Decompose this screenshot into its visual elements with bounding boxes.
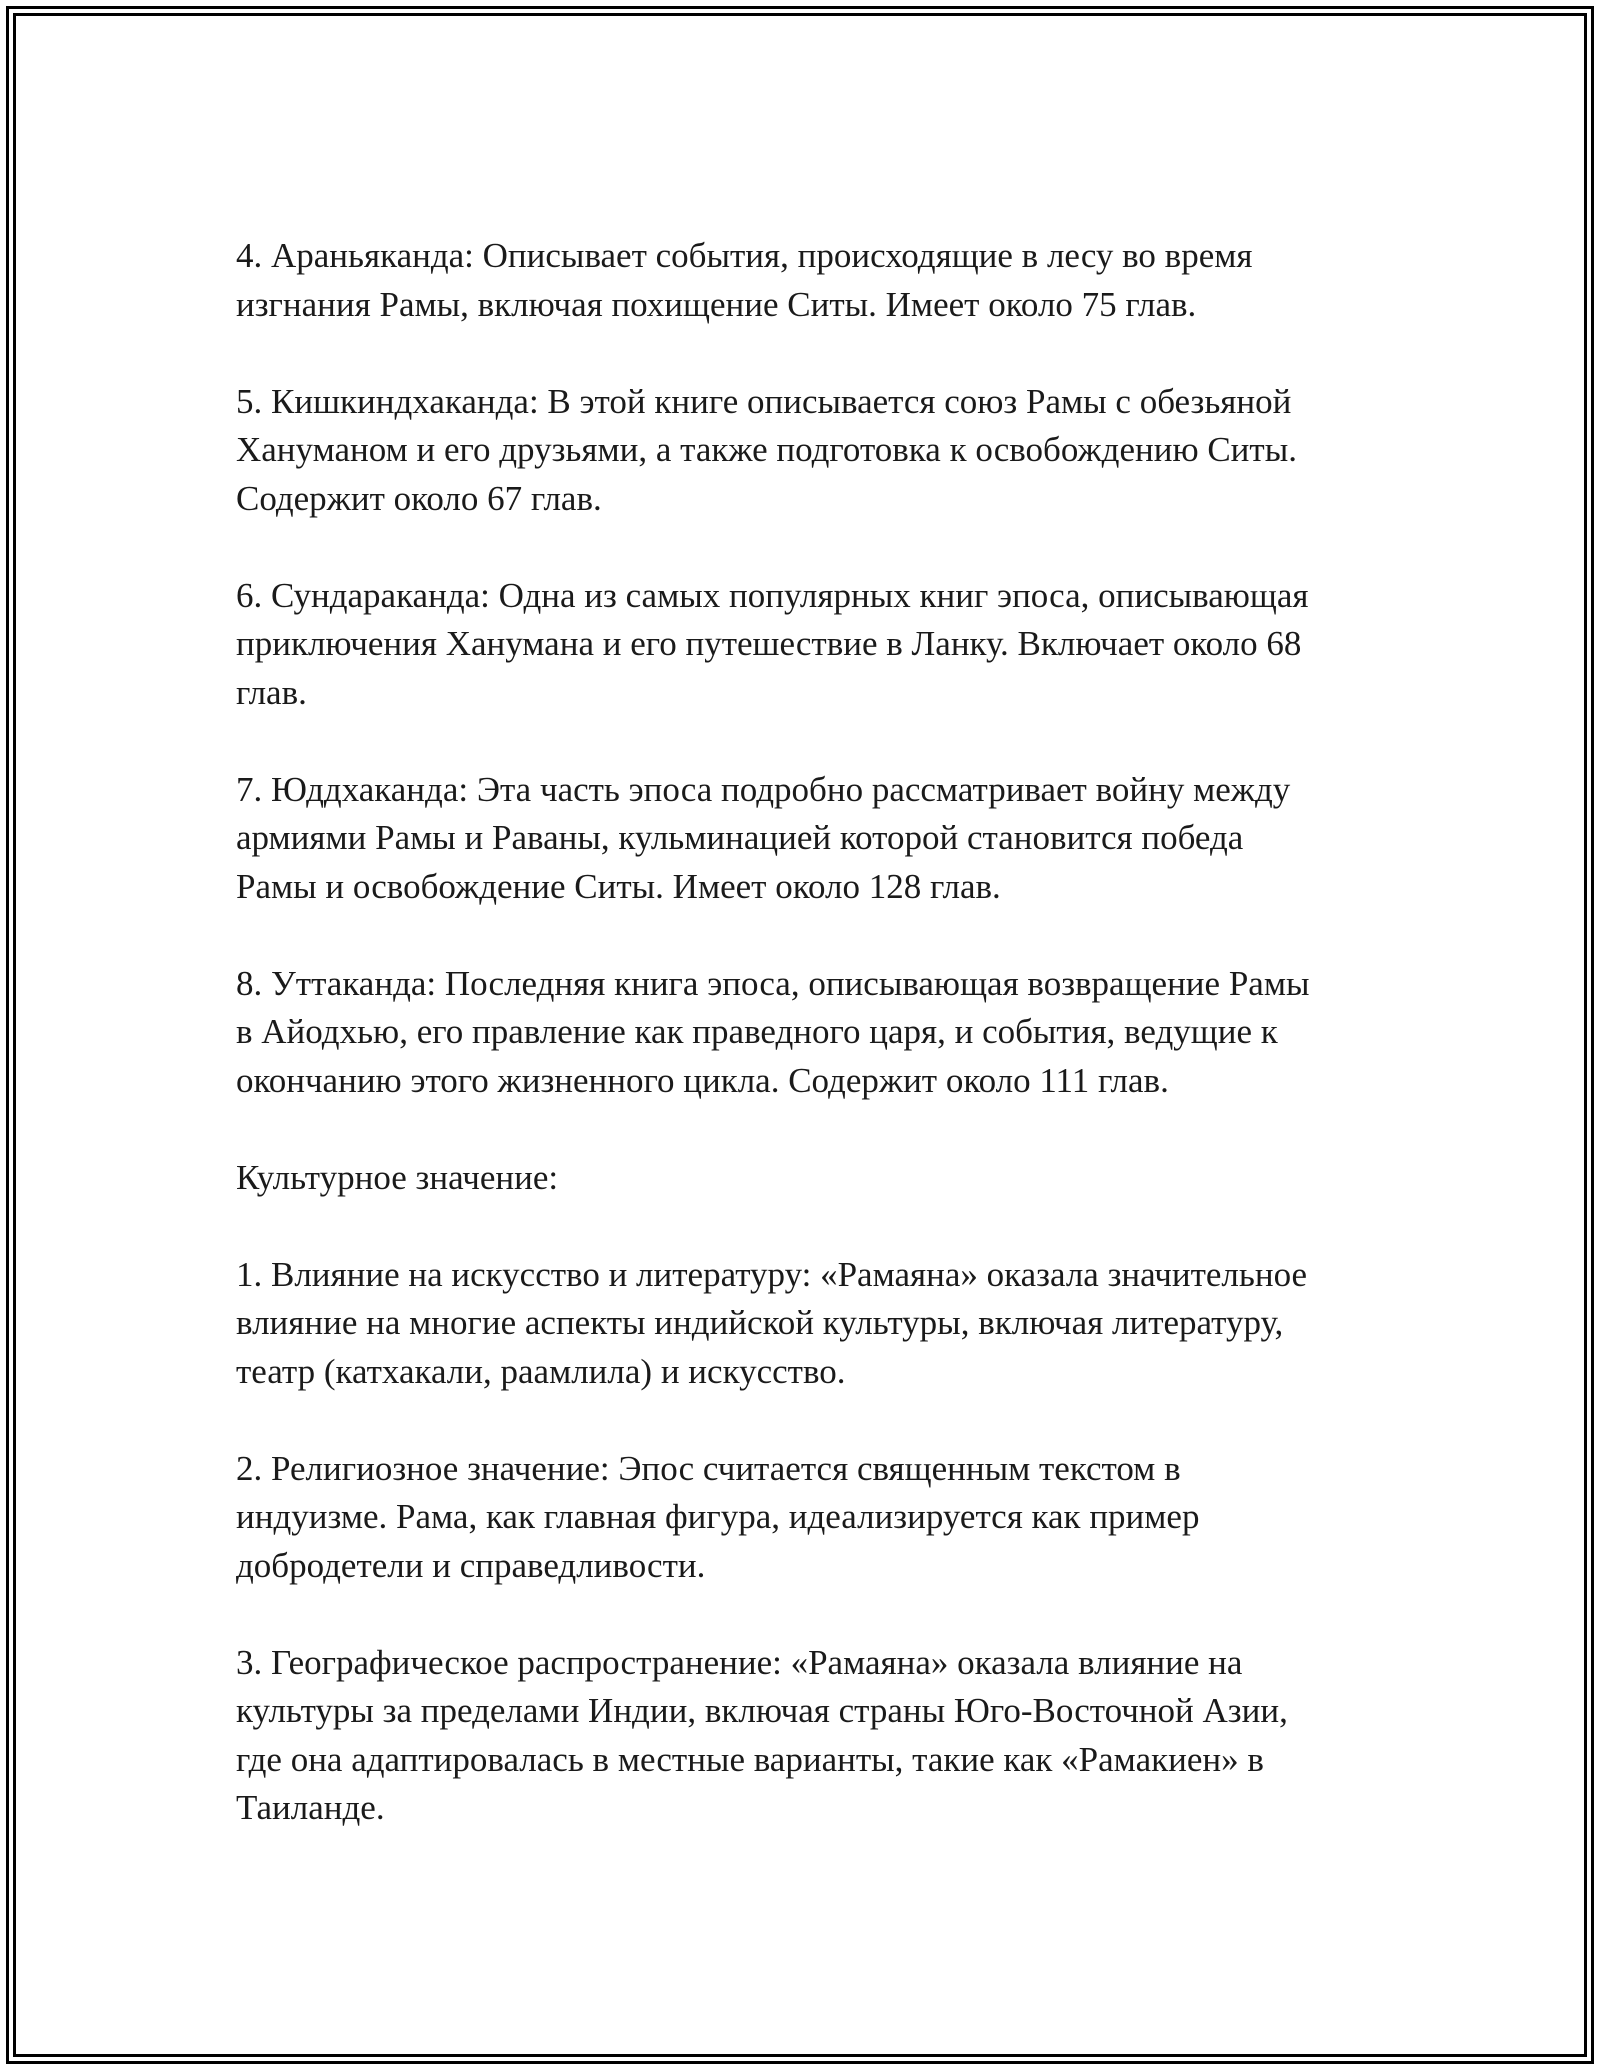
section-heading-cultural-significance: Культурное значение: — [236, 1157, 559, 1197]
paragraph-yuddhakanda: 7. Юддхаканда: Эта часть эпоса подробно рассматривает войну между армиями Рамы и Раваны, кульминацией которой становится победа Рамы и освобождение Ситы. Имеет около 128 глав. — [236, 769, 1291, 906]
paragraph-geographic-spread: 3. Географическое распространение: «Рамаяна» оказала влияние на культуры за пределами Индии, включая страны Юго-Восточной Азии, где она адаптировалась в местные варианты, такие как «Рамакиен» в Таиланде. — [236, 1642, 1288, 1827]
paragraph-art-literature: 1. Влияние на искусство и литературу: «Рамаяна» оказала значительное влияние на многие аспекты индийской культуры, включая литературу, театр (катхакали, раамлила) и искусство. — [236, 1254, 1308, 1391]
paragraph-religious-significance: 2. Религиозное значение: Эпос считается священным текстом в индуизме. Рама, как главная фигура, идеализируется как пример добродетели и справедливости. — [236, 1448, 1200, 1585]
paragraph-kishkindhakanda: 5. Кишкиндхаканда: В этой книге описывается союз Рамы с обезьяной Хануманом и его друзьями, а также подготовка к освобождению Ситы. Содержит около 67 глав. — [236, 381, 1297, 518]
paragraph-aranyakanda: 4. Араньяканда: Описывает события, происходящие в лесу во время изгнания Рамы, включая похищение Ситы. Имеет около 75 глав. — [236, 236, 1253, 324]
paragraph-uttarakanda: 8. Уттаканда: Последняя книга эпоса, описывающая возвращение Рамы в Айодхью, его правление как праведного царя, и события, ведущие к окончанию этого жизненного цикла. Содержит около 111 глав. — [236, 963, 1310, 1100]
document-body — [236, 232, 1386, 1881]
paragraph-sundarakanda: 6. Сундараканда: Одна из самых популярных книг эпоса, описывающая приключения Ханумана и его путешествие в Ланку. Включает около 68 глав. — [236, 575, 1309, 712]
